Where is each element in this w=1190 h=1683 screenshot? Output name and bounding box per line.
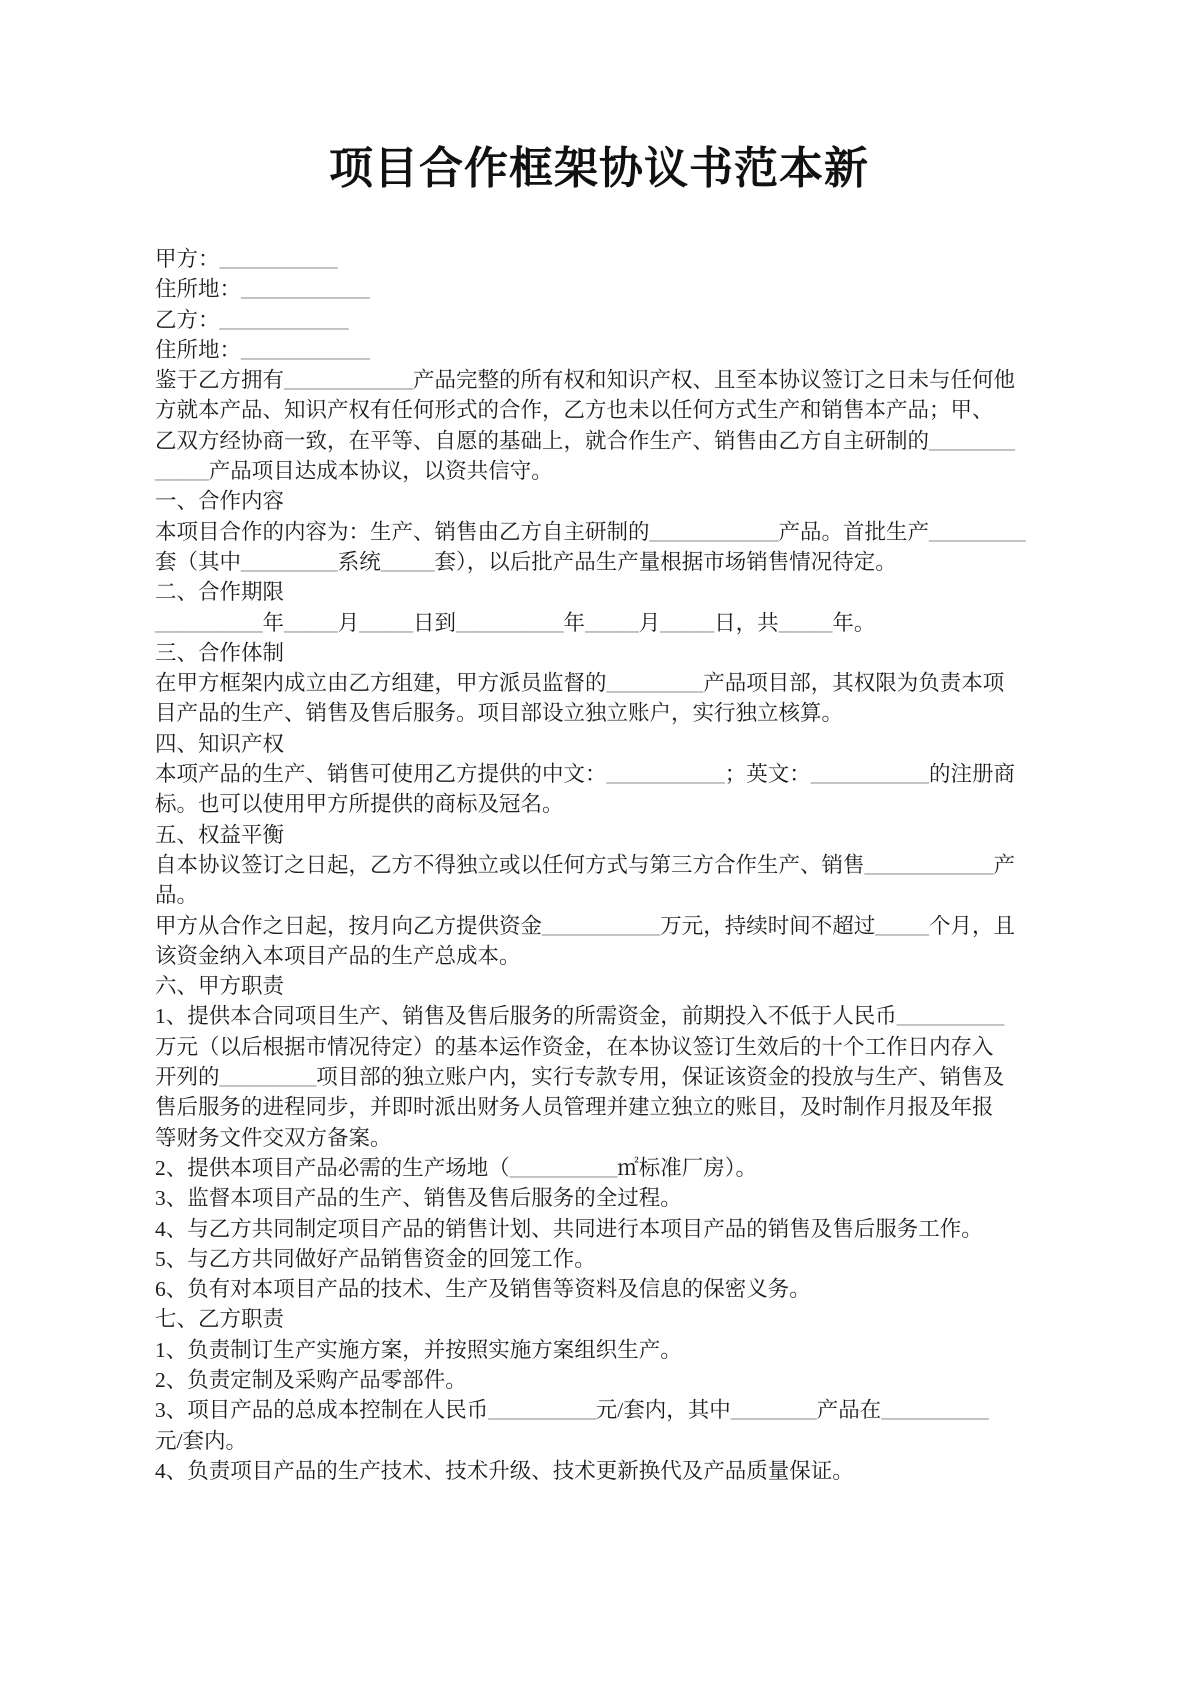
document-line: 在甲方框架内成立由乙方组建，甲方派员监督的_________产品项目部，其权限为负责本项 [155,671,1005,696]
document-line: 万元（以后根据市情况待定）的基本运作资金，在本协议签订生效后的十个工作日内存入 [155,1034,994,1059]
document-line: 标。也可以使用甲方所提供的商标及冠名。 [155,792,564,817]
document-line: 本项产品的生产、销售可使用乙方提供的中文：___________；英文：___________的注册商 [155,762,1016,787]
blank-underline: ___________ [542,913,661,938]
document-line: 七、乙方职责 [155,1307,285,1332]
blank-underline: __________ [881,1398,989,1423]
document-line: 本项目合作的内容为：生产、销售由乙方自主研制的____________产品。首批生产_________ [155,519,1026,544]
document-line: 方就本产品、知识产权有任何形式的合作，乙方也未以任何方式生产和销售本产品；甲、 [155,398,994,423]
document-line: 1、负责制订生产实施方案，并按照实施方案组织生产。 [155,1337,682,1362]
blank-underline: ____________ [649,519,779,544]
document-line: 四、知识产权 [155,731,285,756]
blank-underline: _________ [241,549,338,574]
document-line: 自本协议签订之日起，乙方不得独立或以任何方式与第三方合作生产、销售____________产 [155,852,1016,877]
blank-underline: ____________ [241,337,371,362]
document-line: __________年_____月_____日到__________年_____月_____日，共_____年。 [155,610,876,635]
blank-underline: ________ [929,428,1016,453]
document-line: 三、合作体制 [155,640,285,665]
document-line: 甲方：___________ [155,247,338,271]
document-line: 1、提供本合同项目生产、销售及售后服务的所需资金，前期投入不低于人民币__________ [155,1004,1005,1029]
document-line: 4、负责项目产品的生产技术、技术升级、技术更新换代及产品质量保证。 [155,1458,854,1483]
document-line: 乙方：____________ [155,307,349,332]
document-line: 等财务文件交双方备案。 [155,1125,392,1150]
document-line: 二、合作期限 [155,580,285,605]
document-line: 2、负责定制及采购产品零部件。 [155,1367,467,1392]
blank-underline: __________ [488,1398,596,1423]
blank-underline: _____ [380,549,435,574]
document-line: _____产品项目达成本协议，以资共信守。 [155,459,553,484]
document-body [155,244,1043,1486]
document-line: 2、提供本项目产品必需的生产场地（__________㎡标准厂房）。 [155,1155,758,1180]
blank-underline: __________ [509,1155,618,1180]
document-line: 3、项目产品的总成本控制在人民币__________元/套内，其中________产品在__________ [155,1398,989,1423]
blank-underline: _____ [585,610,639,635]
blank-underline: ____________ [219,307,349,332]
blank-underline: __________ [456,610,564,635]
document-line: 目产品的生产、销售及售后服务。项目部设立独立账户，实行独立核算。 [155,701,844,726]
blank-underline: _____ [155,459,209,484]
document-line: 住所地：____________ [155,277,371,302]
document-line: 套（其中_________系统_____套），以后批产品生产量根据市场销售情况待定。 [155,549,897,574]
blank-underline: _________ [929,519,1026,544]
blank-underline: ________ [730,1398,817,1423]
document-line: 开列的_________项目部的独立账户内，实行专款专用，保证该资金的投放与生产、销售及 [155,1065,1005,1090]
document-line: 乙双方经协商一致，在平等、自愿的基础上，就合作生产、销售由乙方自主研制的________ [155,428,1016,453]
document-line: 5、与乙方共同做好产品销售资金的回笼工作。 [155,1246,596,1271]
document-line: 六、甲方职责 [155,974,285,999]
document-line: 元/套内。 [155,1428,247,1453]
blank-underline: ___________ [810,762,930,787]
document-line: 该资金纳入本项目产品的生产总成本。 [155,943,521,968]
blank-underline: _____ [660,610,715,635]
document-line: 3、监督本项目产品的生产、销售及售后服务的全过程。 [155,1186,682,1211]
blank-underline: _________ [219,1065,317,1090]
document-line: 住所地：____________ [155,337,371,362]
blank-underline: __________ [155,610,263,635]
blank-underline: _________ [606,671,704,696]
blank-underline: _____ [359,610,414,635]
document-line: 一、合作内容 [155,489,285,514]
document-line: 6、负有对本项目产品的技术、生产及销售等资料及信息的保密义务。 [155,1277,811,1302]
blank-underline: ___________ [219,247,338,271]
blank-underline: ____________ [864,852,994,877]
blank-underline: _____ [875,913,930,938]
blank-underline: ____________ [241,277,371,302]
blank-underline: ___________ [606,762,725,787]
document-line: 五、权益平衡 [155,822,285,847]
document-line: 品。 [155,883,199,908]
document-line: 售后服务的进程同步，并即时派出财务人员管理并建立独立的账目，及时制作月报及年报 [155,1095,994,1120]
blank-underline: _____ [778,610,833,635]
blank-underline: __________ [896,1004,1005,1029]
document-title: 项目合作框架协议书范本新 [329,144,869,193]
document-line: 甲方从合作之日起，按月向乙方提供资金___________万元，持续时间不超过_____个月，且 [155,913,1016,938]
blank-underline: ____________ [284,368,414,393]
document-line: 鉴于乙方拥有____________产品完整的所有权和知识产权、且至本协议签订之日未与任何他 [155,368,1016,393]
document-line: 4、与乙方共同制定项目产品的销售计划、共同进行本项目产品的销售及售后服务工作。 [155,1216,983,1241]
blank-underline: _____ [284,610,338,635]
